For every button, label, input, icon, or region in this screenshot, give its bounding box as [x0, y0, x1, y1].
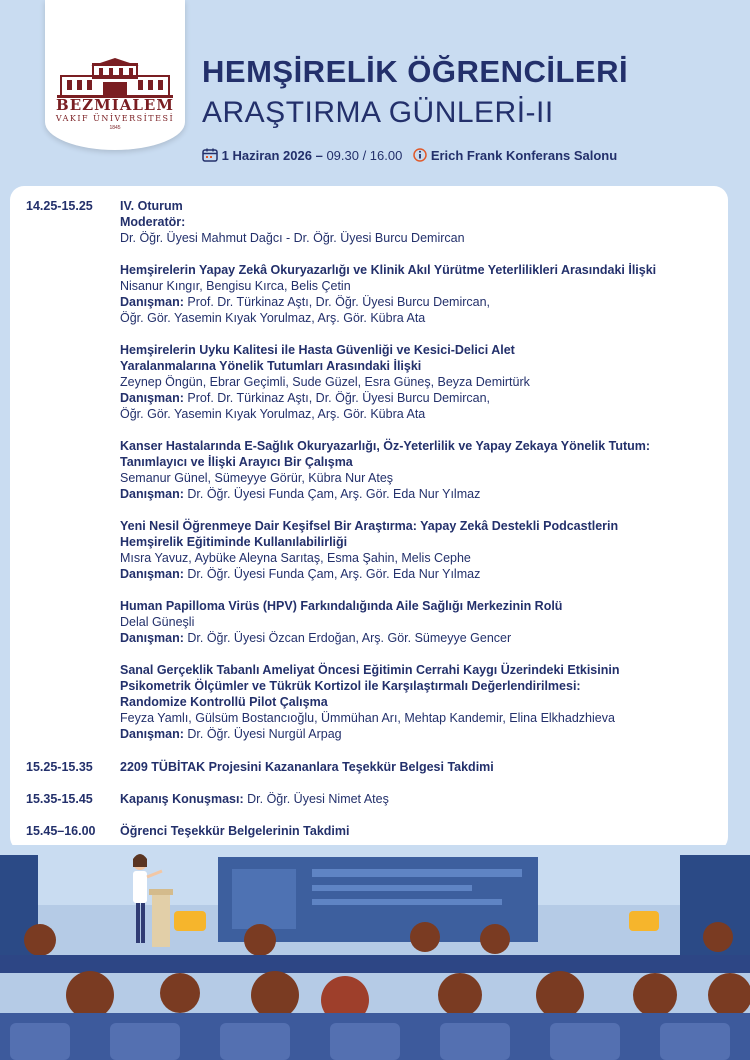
session-time: 14.25-15.25 — [26, 199, 93, 213]
talk-authors: Feyza Yamlı, Gülsüm Bostancıoğlu, Ümmühan Arı, Mehtap Kandemir, Elina Elkhadzhieva — [120, 711, 615, 725]
logo-year: 1845 — [109, 125, 121, 131]
conference-illustration — [0, 845, 750, 1060]
talk-title-cont: Psikometrik Ölçümler ve Tükrük Kortizol ile Karşılaştırmalı Değerlendirilmesi: — [120, 679, 581, 693]
talk-item — [120, 342, 710, 422]
logo-subtitle: VAKIF ÜNİVERSİTESİ — [55, 114, 175, 123]
session-heading: IV. Oturum — [120, 199, 183, 213]
talk-authors: Semanur Günel, Sümeyye Görür, Kübra Nur Ateş — [120, 471, 394, 485]
talk-advisors: Dr. Öğr. Üyesi Funda Çam, Arş. Gör. Eda Nur Yılmaz — [187, 487, 481, 501]
moderator-label: Moderatör: — [120, 215, 186, 229]
date-dash: – — [311, 148, 327, 163]
session-block — [120, 791, 710, 807]
advisor-label: Danışman: — [120, 631, 184, 645]
talk-authors: Nisanur Kıngır, Bengisu Kırca, Belis Çetin — [120, 279, 351, 293]
session-time: 15.35-15.45 — [26, 792, 93, 806]
event-subtitle: ARAŞTIRMA GÜNLERİ-II — [202, 96, 554, 129]
session-label: Kapanış Konuşması: — [120, 792, 244, 806]
advisor-label: Danışman: — [120, 487, 184, 501]
talk-title: Human Papilloma Virüs (HPV) Farkındalığında Aile Sağlığı Merkezinin Rolü — [120, 599, 563, 613]
session-time: 15.45–16.00 — [26, 824, 96, 838]
talk-title-cont: Yaralanmalarına Yönelik Tutumları Arasındaki İlişki — [120, 359, 422, 373]
advisor-label: Danışman: — [120, 391, 184, 405]
talk-item — [120, 598, 710, 646]
talk-item — [120, 438, 710, 502]
advisor-label: Danışman: — [120, 727, 184, 741]
talk-authors: Mısra Yavuz, Aybüke Aleyna Sarıtaş, Esma Şahin, Melis Cephe — [120, 551, 471, 565]
talk-advisors: Prof. Dr. Türkinaz Aştı, Dr. Öğr. Üyesi Burcu Demircan, — [187, 391, 491, 405]
talk-title: Hemşirelerin Yapay Zekâ Okuryazarlığı ve Klinik Akıl Yürütme Yeterlilikleri Arasındaki İlişki — [120, 263, 657, 277]
talk-advisors-cont: Öğr. Gör. Yasemin Kıyak Yorulmaz, Arş. Gör. Kübra Ata — [120, 311, 426, 325]
info-icon — [413, 148, 427, 162]
talk-title-cont: Randomize Kontrollü Pilot Çalışma — [120, 695, 328, 709]
talk-item — [120, 662, 710, 742]
talk-authors: Delal Güneşli — [120, 615, 195, 629]
advisor-label: Danışman: — [120, 295, 184, 309]
talk-item — [120, 262, 710, 326]
session-time: 15.25-15.35 — [26, 760, 93, 774]
talk-title: Yeni Nesil Öğrenmeye Dair Keşifsel Bir Araştırma: Yapay Zekâ Destekli Podcastlerin — [120, 519, 619, 533]
talk-advisors: Dr. Öğr. Üyesi Funda Çam, Arş. Gör. Eda Nur Yılmaz — [187, 567, 481, 581]
session-title: Öğrenci Teşekkür Belgelerinin Takdimi — [120, 824, 350, 838]
event-date: 1 Haziran 2026 — [221, 148, 312, 163]
building-icon — [57, 58, 173, 98]
side-screen — [680, 855, 750, 970]
session-block — [120, 198, 710, 742]
advisor-label: Danışman: — [120, 567, 184, 581]
talk-title: Hemşirelerin Uyku Kalitesi ile Hasta Güvenliği ve Kesici-Delici Alet — [120, 343, 515, 357]
talk-authors: Zeynep Öngün, Ebrar Geçimli, Sude Güzel, Esra Güneş, Beyza Demirtürk — [120, 375, 530, 389]
event-info — [202, 148, 617, 163]
talk-advisors: Dr. Öğr. Üyesi Nurgül Arpag — [187, 727, 342, 741]
university-logo — [45, 0, 185, 150]
talk-advisors: Prof. Dr. Türkinaz Aştı, Dr. Öğr. Üyesi Burcu Demircan, — [187, 295, 491, 309]
talk-title: Sanal Gerçeklik Tabanlı Ameliyat Öncesi Eğitimin Cerrahi Kaygı Üzerindeki Etkisinin — [120, 663, 620, 677]
event-time: 09.30 / 16.00 — [326, 148, 403, 163]
talk-title: Kanser Hastalarında E-Sağlık Okuryazarlığı, Öz-Yeterlilik ve Yapay Zekaya Yönelik Tutum: — [120, 439, 651, 453]
session-speaker: Dr. Öğr. Üyesi Nimet Ateş — [247, 792, 389, 806]
talk-item — [120, 518, 710, 582]
talk-title-cont: Hemşirelik Eğitiminde Kullanılabilirliği — [120, 535, 348, 549]
moderators: Dr. Öğr. Üyesi Mahmut Dağcı - Dr. Öğr. Üyesi Burcu Demircan — [120, 231, 465, 245]
talk-advisors-cont: Öğr. Gör. Yasemin Kıyak Yorulmaz, Arş. Gör. Kübra Ata — [120, 407, 426, 421]
event-title: HEMŞİRELİK ÖĞRENCİLERİ — [202, 54, 629, 89]
session-title: 2209 TÜBİTAK Projesini Kazananlara Teşekkür Belgesi Takdimi — [120, 760, 494, 774]
logo-name: BEZMİÂLEM — [56, 96, 174, 114]
calendar-icon — [202, 148, 218, 162]
talk-advisors: Dr. Öğr. Üyesi Özcan Erdoğan, Arş. Gör. Sümeyye Gencer — [187, 631, 512, 645]
talk-title-cont: Tanımlayıcı ve İlişki Arayıcı Bir Çalışma — [120, 455, 353, 469]
event-venue: Erich Frank Konferans Salonu — [430, 148, 618, 163]
podium — [149, 889, 173, 947]
